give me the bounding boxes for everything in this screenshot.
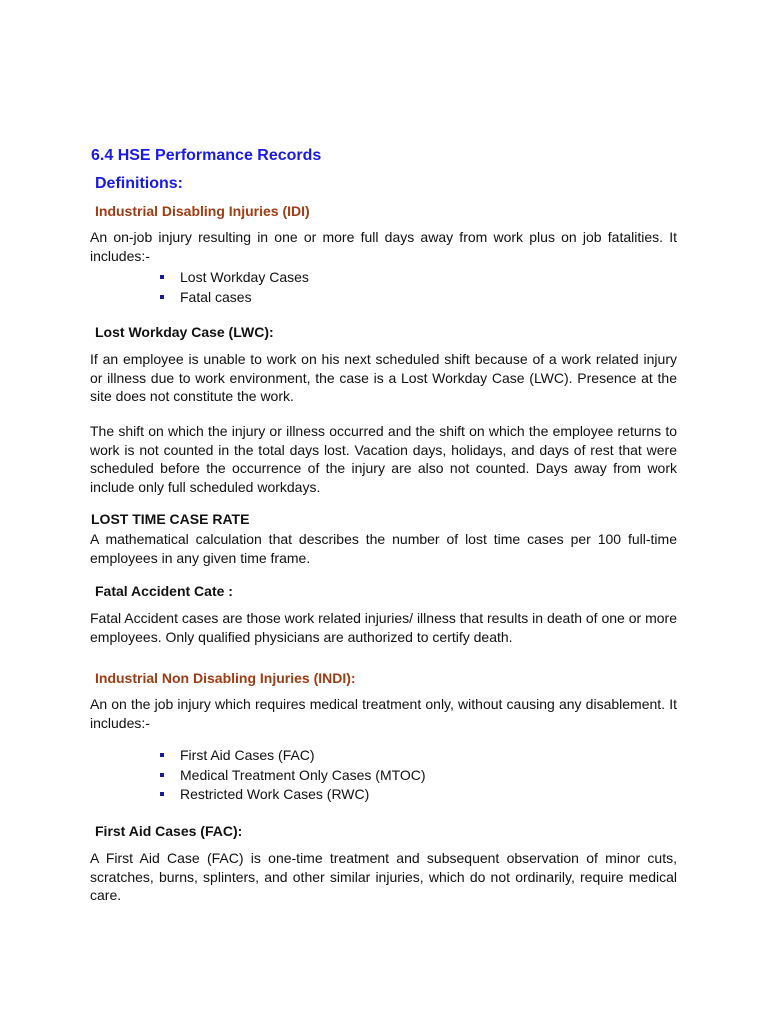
- list-item: [158, 268, 309, 288]
- idi-title: Industrial Disabling Injuries (IDI): [95, 203, 310, 219]
- idi-text: An on-job injury resulting in one or more full days away from work plus on job fatalities. It includes:-: [90, 229, 677, 264]
- list-item: [158, 785, 426, 805]
- indi-list: [158, 746, 426, 805]
- bullet-icon: [160, 753, 164, 757]
- list-item-label: Restricted Work Cases (RWC): [180, 786, 370, 802]
- indi-text: An on the job injury which requires medical treatment only, without causing any disablement. It includes:-: [90, 696, 677, 731]
- definitions-title: Definitions:: [95, 175, 183, 192]
- ltcr-text: A mathematical calculation that describes the number of lost time cases per 100 full-time employees in any given time frame.: [90, 531, 677, 566]
- bullet-icon: [160, 773, 164, 777]
- fac-text: A First Aid Case (FAC) is one-time treatment and subsequent observation of minor cuts, scratches, burns, splinters, and other similar injuries, which do not ordinarily, require medical care.: [90, 850, 677, 903]
- list-item: [158, 766, 426, 786]
- list-item-label: Medical Treatment Only Cases (MTOC): [180, 766, 426, 783]
- ltcr-title: LOST TIME CASE RATE: [91, 511, 250, 527]
- fac-title: First Aid Cases (FAC):: [95, 823, 243, 839]
- list-item-label: Fatal cases: [180, 288, 252, 305]
- indi-title: Industrial Non Disabling Injuries (INDI):: [95, 670, 356, 686]
- fatal-text: Fatal Accident cases are those work related injuries/ illness that results in death of one or more employees. Only qualified physicians are authorized to certify death.: [90, 610, 677, 645]
- lwc-title: Lost Workday Case (LWC):: [95, 324, 274, 340]
- bullet-icon: [160, 792, 164, 796]
- bullet-icon: [160, 295, 164, 299]
- list-item-label: First Aid Cases (FAC): [180, 747, 315, 763]
- list-item: [158, 288, 309, 308]
- fatal-title: Fatal Accident Cate :: [95, 583, 233, 599]
- list-item-label: Lost Workday Cases: [180, 269, 309, 285]
- section-title: 6.4 HSE Performance Records: [91, 147, 322, 164]
- idi-list: [158, 268, 309, 307]
- lwc-para-1: If an employee is unable to work on his next scheduled shift because of a work related injury or illness due to work environment, the case is a Lost Workday Case (LWC). Presence at the site does not constitute the work.: [90, 351, 677, 404]
- lwc-para-2: The shift on which the injury or illness occurred and the shift on which the employee returns to work is not counted in the total days lost. Vacation days, holidays, and days of rest that were scheduled before the occurrence of the injury are also not counted. Days away from work include only full scheduled workdays.: [90, 423, 677, 495]
- bullet-icon: [160, 275, 164, 279]
- list-item: [158, 746, 426, 766]
